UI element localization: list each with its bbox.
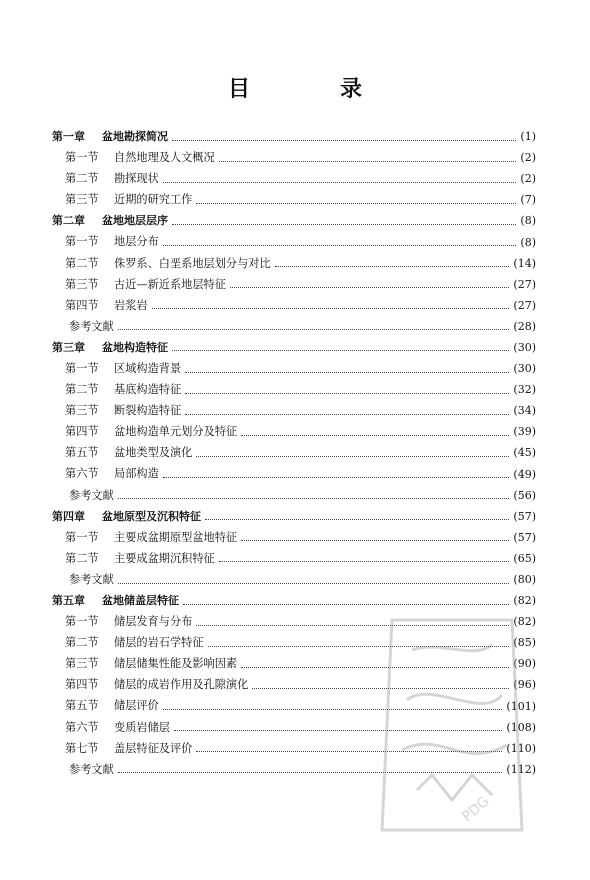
toc-page-number: (1) xyxy=(520,130,536,144)
toc-page-number: (27) xyxy=(513,298,536,312)
toc-page-number: (85) xyxy=(513,636,536,650)
toc-leader-dots xyxy=(163,476,510,478)
toc-entry-label xyxy=(52,258,271,269)
toc-leader-dots xyxy=(205,518,509,520)
toc-entry-number: 第四节 xyxy=(65,298,99,312)
toc-entry-number: 第一节 xyxy=(65,530,99,544)
toc-entry-number: 第三章 xyxy=(52,340,85,354)
toc-entry-title: 盖层特征及评价 xyxy=(114,741,193,755)
page-title: 目 录 xyxy=(227,77,396,102)
toc-leader-dots xyxy=(163,708,503,710)
toc-entry-title: 储层的成岩作用及孔隙演化 xyxy=(114,678,249,692)
toc-leader-dots xyxy=(183,603,509,605)
toc-entry-number: 第四章 xyxy=(52,509,85,523)
toc-leader-dots xyxy=(252,687,509,689)
toc-page-number: (108) xyxy=(506,720,536,734)
toc-entry-label xyxy=(52,553,215,564)
toc-leader-dots xyxy=(219,560,510,562)
toc-entry-label xyxy=(52,447,192,458)
toc-entry-label xyxy=(52,468,159,479)
toc-entry-title: 储层的岩石学特征 xyxy=(114,636,204,650)
toc-entry-label xyxy=(52,532,237,543)
toc-leader-dots xyxy=(241,666,509,668)
toc-entry-title: 参考文献 xyxy=(69,572,114,586)
toc-leader-dots xyxy=(174,729,502,731)
toc-page-number: (14) xyxy=(513,256,536,270)
toc-page-number: (7) xyxy=(520,193,536,207)
toc-entry-title: 变质岩储层 xyxy=(114,720,170,734)
toc-entry-number: 第三节 xyxy=(65,277,99,291)
toc-section-row[interactable] xyxy=(52,231,536,252)
toc-chapter-row[interactable] xyxy=(52,590,536,611)
toc-reference-row[interactable] xyxy=(52,316,536,337)
toc-entry-title: 参考文献 xyxy=(69,319,114,333)
toc-leader-dots xyxy=(196,455,509,457)
toc-entry-title: 基底构造特征 xyxy=(114,383,182,397)
toc-section-row[interactable] xyxy=(52,696,536,717)
toc-entry-number: 第四节 xyxy=(65,425,99,439)
toc-entry-number: 第四节 xyxy=(65,678,99,692)
toc-entry-title: 古近—新近系地层特征 xyxy=(114,277,226,291)
toc-entry-number: 第五章 xyxy=(52,594,85,608)
toc-entry-label xyxy=(52,215,168,226)
toc-leader-dots xyxy=(241,434,509,436)
toc-reference-row[interactable] xyxy=(52,485,536,506)
toc-leader-dots xyxy=(241,539,509,541)
toc-entry-label xyxy=(52,363,181,374)
toc-leader-dots xyxy=(196,624,509,626)
toc-leader-dots xyxy=(185,413,509,415)
toc-entry-title: 自然地理及人文概况 xyxy=(114,151,215,165)
toc-page-number: (57) xyxy=(513,530,536,544)
toc-section-row[interactable] xyxy=(52,189,536,210)
toc-page-number: (57) xyxy=(513,509,536,523)
toc-section-row[interactable] xyxy=(52,147,536,168)
toc-leader-dots xyxy=(185,392,509,394)
toc-entry-title: 盆地构造特征 xyxy=(102,340,168,354)
toc-leader-dots xyxy=(196,750,502,752)
toc-page-number: (28) xyxy=(513,319,536,333)
toc-entry-title: 近期的研究工作 xyxy=(114,193,193,207)
toc-entry-number: 第一节 xyxy=(65,151,99,165)
toc-entry-number: 第二节 xyxy=(65,383,99,397)
toc-page-number: (30) xyxy=(513,362,536,376)
toc-entry-title: 储层评价 xyxy=(114,699,159,713)
toc-page-number: (8) xyxy=(520,235,536,249)
toc-section-row[interactable] xyxy=(52,738,536,759)
toc-entry-label xyxy=(52,490,114,501)
toc-entry-number: 第二节 xyxy=(65,636,99,650)
toc-section-row[interactable] xyxy=(52,611,536,632)
toc-entry-title: 盆地地层层序 xyxy=(102,214,168,228)
toc-entry-title: 盆地勘探简况 xyxy=(102,130,168,144)
toc-section-row[interactable] xyxy=(52,253,536,274)
toc-entry-title: 主要成盆期原型盆地特征 xyxy=(114,530,238,544)
toc-entry-number: 第二节 xyxy=(65,551,99,565)
toc-section-row[interactable] xyxy=(52,717,536,738)
toc-entry-label xyxy=(52,700,159,711)
toc-entry-label xyxy=(52,764,114,775)
toc-page-number: (27) xyxy=(513,277,536,291)
toc-entry-title: 侏罗系、白垩系地层划分与对比 xyxy=(114,256,271,270)
toc-section-row[interactable] xyxy=(52,527,536,548)
toc-entry-title: 盆地类型及演化 xyxy=(114,446,193,460)
toc-entry-number: 第二章 xyxy=(52,214,85,228)
toc-entry-title: 盆地原型及沉积特征 xyxy=(102,509,201,523)
toc-leader-dots xyxy=(163,181,517,183)
toc-entry-title: 参考文献 xyxy=(69,762,114,776)
toc-entry-label xyxy=(52,679,248,690)
toc-page-number: (2) xyxy=(520,172,536,186)
toc-entry-title: 勘探现状 xyxy=(114,172,159,186)
toc-leader-dots xyxy=(118,497,510,499)
toc-leader-dots xyxy=(219,160,517,162)
toc-entry-number: 第三节 xyxy=(65,657,99,671)
toc-leader-dots xyxy=(230,286,510,288)
toc-entry-title: 区域构造背景 xyxy=(114,361,182,375)
toc-entry-title: 岩浆岩 xyxy=(114,298,148,312)
toc-page-number: (112) xyxy=(506,762,536,776)
toc-leader-dots xyxy=(196,202,516,204)
toc-leader-dots xyxy=(172,349,509,351)
toc-entry-label xyxy=(52,131,168,142)
toc-leader-dots xyxy=(172,139,516,141)
toc-page-number: (45) xyxy=(513,446,536,460)
toc-entry-title: 盆地储盖层特征 xyxy=(102,594,179,608)
toc-entry-title: 主要成盆期沉积特征 xyxy=(114,551,215,565)
toc-entry-label xyxy=(52,658,237,669)
toc-entry-title: 储层储集性能及影响因素 xyxy=(114,657,238,671)
toc-section-row[interactable] xyxy=(52,632,536,653)
toc-entry-title: 局部构造 xyxy=(114,467,159,481)
toc-entry-title: 盆地构造单元划分及特征 xyxy=(114,425,238,439)
toc-entry-label xyxy=(52,574,114,585)
toc-page-number: (2) xyxy=(520,151,536,165)
toc-page-number: (110) xyxy=(506,741,536,755)
toc-entry-number: 第六节 xyxy=(65,720,99,734)
toc-page-number: (8) xyxy=(520,214,536,228)
toc-entry-number: 第二节 xyxy=(65,172,99,186)
toc-leader-dots xyxy=(275,265,510,267)
toc-entry-title: 储层发育与分布 xyxy=(114,615,193,629)
toc-chapter-row[interactable] xyxy=(52,337,536,358)
toc-section-row[interactable] xyxy=(52,653,536,674)
toc-page-number: (65) xyxy=(513,551,536,565)
toc-section-row[interactable] xyxy=(52,464,536,485)
toc-entry-label xyxy=(52,595,179,606)
toc-section-row[interactable] xyxy=(52,274,536,295)
toc-section-row[interactable] xyxy=(52,442,536,463)
toc-page-number: (32) xyxy=(513,383,536,397)
toc-leader-dots xyxy=(163,244,517,246)
toc-entry-number: 第五节 xyxy=(65,446,99,460)
toc-entry-label xyxy=(52,194,192,205)
toc-leader-dots xyxy=(172,223,516,225)
toc-entry-number: 第三节 xyxy=(65,404,99,418)
toc-entry-label xyxy=(52,342,168,353)
toc-entry-label xyxy=(52,152,215,163)
toc-entry-label xyxy=(52,616,192,627)
toc-entry-label xyxy=(52,236,159,247)
toc-entry-label xyxy=(52,637,204,648)
toc-section-row[interactable] xyxy=(52,400,536,421)
toc-entry-title: 地层分布 xyxy=(114,235,159,249)
toc-entry-number: 第一章 xyxy=(52,130,85,144)
toc-entry-number: 第一节 xyxy=(65,615,99,629)
toc-section-row[interactable] xyxy=(52,295,536,316)
toc-entry-label xyxy=(52,722,170,733)
toc-entry-label xyxy=(52,279,226,290)
table-of-contents xyxy=(52,126,536,780)
toc-entry-label xyxy=(52,300,148,311)
toc-page-number: (82) xyxy=(513,615,536,629)
toc-entry-number: 第二节 xyxy=(65,256,99,270)
toc-page-number: (49) xyxy=(513,467,536,481)
toc-page-number: (90) xyxy=(513,657,536,671)
toc-section-row[interactable] xyxy=(52,358,536,379)
toc-leader-dots xyxy=(118,328,510,330)
toc-entry-label xyxy=(52,321,114,332)
toc-section-row[interactable] xyxy=(52,168,536,189)
toc-entry-number: 第一节 xyxy=(65,235,99,249)
toc-section-row[interactable] xyxy=(52,674,536,695)
toc-entry-title: 断裂构造特征 xyxy=(114,404,182,418)
toc-leader-dots xyxy=(118,771,503,773)
toc-entry-label xyxy=(52,743,192,754)
toc-entry-number: 第七节 xyxy=(65,741,99,755)
toc-entry-label xyxy=(52,384,181,395)
toc-page-number: (80) xyxy=(513,573,536,587)
toc-entry-title: 参考文献 xyxy=(69,488,114,502)
toc-chapter-row[interactable] xyxy=(52,506,536,527)
toc-page-number: (30) xyxy=(513,340,536,354)
toc-page-number: (39) xyxy=(513,425,536,439)
toc-page-number: (56) xyxy=(513,488,536,502)
toc-entry-label xyxy=(52,173,159,184)
toc-entry-number: 第五节 xyxy=(65,699,99,713)
toc-reference-row[interactable] xyxy=(52,759,536,780)
toc-leader-dots xyxy=(118,582,510,584)
toc-page-number: (82) xyxy=(513,594,536,608)
toc-leader-dots xyxy=(208,645,510,647)
watermark-text: PDG xyxy=(459,793,493,826)
toc-entry-label xyxy=(52,405,181,416)
toc-page-number: (101) xyxy=(506,699,536,713)
toc-section-row[interactable] xyxy=(52,379,536,400)
toc-leader-dots xyxy=(185,371,509,373)
toc-chapter-row[interactable] xyxy=(52,126,536,147)
toc-entry-label xyxy=(52,511,201,522)
toc-entry-number: 第六节 xyxy=(65,467,99,481)
toc-reference-row[interactable] xyxy=(52,569,536,590)
toc-page-number: (96) xyxy=(513,678,536,692)
toc-entry-number: 第三节 xyxy=(65,193,99,207)
toc-entry-number: 第一节 xyxy=(65,361,99,375)
toc-section-row[interactable] xyxy=(52,421,536,442)
toc-chapter-row[interactable] xyxy=(52,210,536,231)
toc-section-row[interactable] xyxy=(52,548,536,569)
toc-entry-label xyxy=(52,426,237,437)
toc-page-number: (34) xyxy=(513,404,536,418)
toc-leader-dots xyxy=(152,307,510,309)
